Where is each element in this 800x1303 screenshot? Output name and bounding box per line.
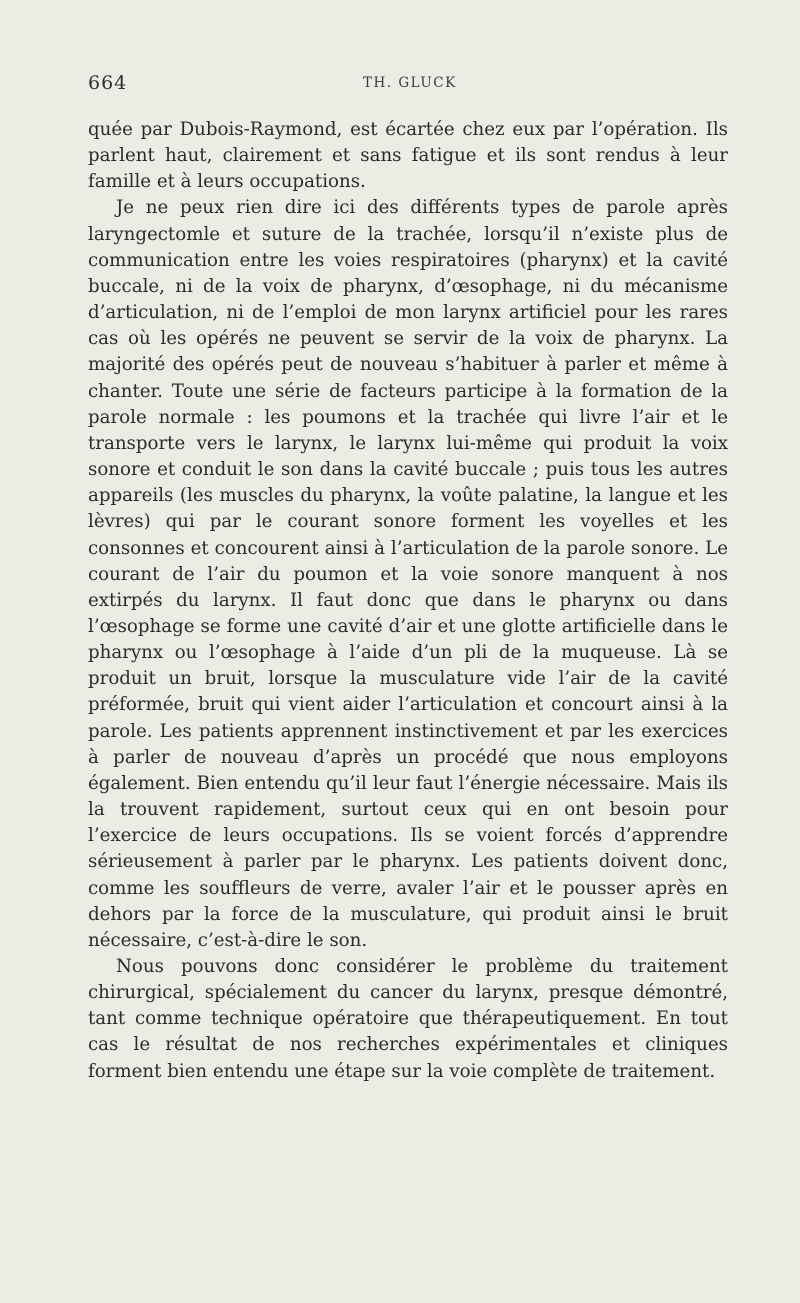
paragraph-conclusion: Nous pouvons donc considérer le problème du traitement chirurgical, spécialement du cancer du larynx, presque démontré, tant comme technique opératoire que thérapeutiquement. En tout cas le résultat de nos recherches expérimentales et cliniques forment bien entendu une étape sur la voie complète de traitement.	[88, 956, 728, 1082]
body-text	[88, 117, 728, 1085]
paragraph-continuation: quée par Dubois-Raymond, est écartée chez eux par l’opération. Ils parlent haut, clairement et sans fatigue et ils sont rendus à leur famille et à leurs occupations.	[88, 119, 728, 193]
running-head: TH. GLUCK	[363, 75, 457, 91]
page-number: 664	[88, 72, 128, 94]
page-header	[88, 72, 728, 102]
paragraph-speech-types: Je ne peux rien dire ici des différents types de parole après laryngectomle et suture de la trachée, lorsqu’il n’existe plus de communication entre les voies respiratoires (pharynx) et la cavité buccale, ni de la voix de pharynx, d’œsophage, ni du mécanisme d’articulation, ni de l’emploi de mon larynx artificiel pour les rares cas où les opérés ne peuvent se servir de la voix de pharynx. La majorité des opérés peut de nouveau s’habituer à parler et même à chanter. Toute une série de facteurs participe à la formation de la parole normale : les poumons et la trachée qui livre l’air et le transporte vers le larynx, le larynx lui-même qui produit la voix sonore et conduit le son dans la cavité buccale ; puis tous les autres appareils (les muscles du pharynx, la voûte palatine, la langue et les lèvres) qui par le courant sonore forment les voyelles et les consonnes et concourent ainsi à l’articulation de la parole sonore. Le courant de l’air du poumon et la voie sonore manquent à nos extirpés du larynx. Il faut donc que dans le pharynx ou dans l’œsophage se forme une cavité d’air et une glotte artificielle dans le pharynx ou l’œsophage à l’aide d’un pli de la muqueuse. Là se produit un bruit, lorsque la musculature vide l’air de la cavité préformée, bruit qui vient aider l’articulation et concourt ainsi à la parole. Les patients apprennent instinctivement et par les exercices à parler de nouveau d’après un procédé que nous employons également. Bien entendu qu’il leur faut l’énergie nécessaire. Mais ils la trouvent rapidement, surtout ceux qui en ont besoin pour l’exercice de leurs occupations. Ils se voient forcés d’apprendre sérieusement à parler par le pharynx. Les patients doivent donc, comme les souffleurs de verre, avaler l’air et le pousser après en dehors par la force de la musculature, qui produit ainsi le bruit nécessaire, c’est-à-dire le son.	[88, 197, 728, 951]
